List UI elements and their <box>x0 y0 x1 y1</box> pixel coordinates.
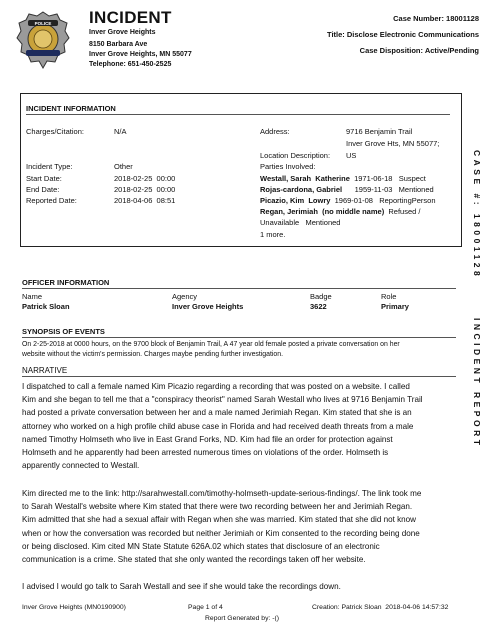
party-name: Regan, Jerimiah (no middle name) <box>260 207 385 216</box>
narrative-line: communication is a crime. She stated that she only wanted the recordings taken off her website. <box>22 555 366 565</box>
narrative-line: Holmseth and he apparently had been arrested numerous times on violations of the order. Holmseth is <box>22 448 389 458</box>
party-detail: 1971-06-18 Suspect <box>349 174 426 183</box>
section-divider <box>22 288 456 289</box>
officer-badge-header: Badge <box>310 292 332 301</box>
agency-telephone: Telephone: 651-450-2525 <box>89 61 172 68</box>
narrative-line: Kim admitted that she had a sexual affair with Regan when she was married. Kim stated that she did not know <box>22 515 416 525</box>
synopsis-text <box>22 340 462 360</box>
officer-role: Primary <box>381 302 409 311</box>
agency-name: Inver Grove Heights <box>89 29 156 36</box>
address-label: Address: <box>260 127 290 136</box>
agency-address-line2: Inver Grove Heights, MN 55077 <box>89 51 192 58</box>
narrative-line: or being disclosed. Kim cited MN State Statute 626A.02 which states that disclosure of an electronic <box>22 541 380 551</box>
parties-more-link[interactable]: 1 more. <box>260 230 286 239</box>
party-entry <box>260 174 426 183</box>
party-name: Westall, Sarah Katherine <box>260 174 350 183</box>
narrative-paragraph-1 <box>22 380 454 472</box>
end-date-value: 2018-02-25 00:00 <box>114 185 176 194</box>
narrative-line: Kim and she began to tell me that a "conspiracy theorist" named Sarah Westall who lives at 9716 Benjamin Trail <box>22 395 423 405</box>
location-description-value: US <box>346 151 357 160</box>
report-title: INCIDENT <box>89 8 172 27</box>
narrative-line: I dispatched to call a female named Kim Picazio regarding a recording that was posted on a website. I called <box>22 382 410 391</box>
charges-value: N/A <box>114 127 127 136</box>
narrative-line: when or how the conversation was recorded but neither Jerimiah or Kim consented to the recording being done <box>22 528 420 538</box>
incident-section-title: INCIDENT INFORMATION <box>26 104 116 113</box>
narrative-line: Kim directed me to the link: http://sarahwestall.com/timothy-holmseth-update-serious-findings/. The link took me <box>22 489 422 498</box>
footer-page-number: Page 1 of 4 <box>188 604 223 611</box>
end-date-label: End Date: <box>26 185 60 194</box>
officer-section-title: OFFICER INFORMATION <box>22 278 110 287</box>
charges-label: Charges/Citation: <box>26 127 84 136</box>
reported-date-label: Reported Date: <box>26 196 77 205</box>
svg-text:POLICE: POLICE <box>34 21 52 26</box>
side-report-label: INCIDENT REPORT <box>472 318 482 449</box>
case-disposition: Case Disposition: Active/Pending <box>359 46 479 55</box>
start-date-label: Start Date: <box>26 174 62 183</box>
narrative-line: to Sarah Westall's website where Kim stated that there were two recording between her and Jerimiah Regan. <box>22 502 413 512</box>
incident-type-label: Incident Type: <box>26 162 73 171</box>
narrative-paragraph-3: I advised I would go talk to Sarah Westall and see if she would take the recordings down. <box>22 582 341 591</box>
incident-type-value: Other <box>114 162 133 171</box>
case-number: Case Number: 18001128 <box>393 14 479 23</box>
section-divider <box>26 114 450 115</box>
narrative-line: apparently connected to Westall. <box>22 461 140 471</box>
police-badge-logo <box>16 10 70 72</box>
footer-agency: Inver Grove Heights (MN0190900) <box>22 604 126 611</box>
narrative-line: named Timothy Holmseth who live in East Grand Forks, ND. Kim had file an order for protection against <box>22 434 393 444</box>
address-value-line2: Inver Grove Hts, MN 55077; <box>346 139 440 148</box>
officer-role-header: Role <box>381 292 397 301</box>
party-detail: Refused / <box>384 207 421 216</box>
officer-agency: Inver Grove Heights <box>172 302 244 311</box>
footer-generated-by: Report Generated by: -() <box>205 615 280 622</box>
case-title: Title: Disclose Electronic Communications <box>327 30 479 39</box>
location-description-label: Location Description: <box>260 151 331 160</box>
reported-date-value: 2018-04-06 08:51 <box>114 196 176 205</box>
synopsis-line: On 2-25-2018 at 0000 hours, on the 9700 block of Benjamin Trail, A 47 year old female posted a private conversation on her <box>22 341 400 348</box>
party-detail: 1969-01-08 ReportingPerson <box>330 196 436 205</box>
synopsis-line: website without the victim's permission. Charges maybe pending further investigation. <box>22 351 283 358</box>
start-date-value: 2018-02-25 00:00 <box>114 174 176 183</box>
incident-information-box <box>20 93 462 247</box>
party-name: Rojas-cardona, Gabriel <box>260 185 343 194</box>
agency-address-line1: 8150 Barbara Ave <box>89 41 148 48</box>
party-entry-continued: Unavailable Mentioned <box>260 218 341 227</box>
narrative-section-title: NARRATIVE <box>22 366 68 375</box>
side-case-number: CASE #: 18001128 <box>472 150 482 280</box>
officer-name: Patrick Sloan <box>22 302 70 311</box>
parties-involved-label: Parties Involved: <box>260 162 316 171</box>
party-entry <box>260 196 436 205</box>
synopsis-section-title: SYNOPSIS OF EVENTS <box>22 327 105 336</box>
narrative-line: attorney who worked on a high profile child abuse case in Florida and had received death threats from a male <box>22 421 414 431</box>
narrative-line: had posted a private conversation between her and a male named Jerimiah Regan. Kim stated that she is an <box>22 408 412 418</box>
party-entry <box>260 185 434 194</box>
footer-creation: Creation: Patrick Sloan 2018-04-06 14:57:32 <box>312 604 449 611</box>
officer-name-header: Name <box>22 292 43 301</box>
address-value-line1: 9716 Benjamin Trail <box>346 127 413 136</box>
officer-agency-header: Agency <box>172 292 198 301</box>
party-entry <box>260 207 420 216</box>
section-divider <box>22 337 456 338</box>
narrative-paragraph-2 <box>22 487 454 566</box>
section-divider <box>22 376 456 377</box>
officer-badge: 3622 <box>310 302 327 311</box>
party-detail: 1959-11-03 Mentioned <box>342 185 434 194</box>
party-name: Picazio, Kim Lowry <box>260 196 331 205</box>
